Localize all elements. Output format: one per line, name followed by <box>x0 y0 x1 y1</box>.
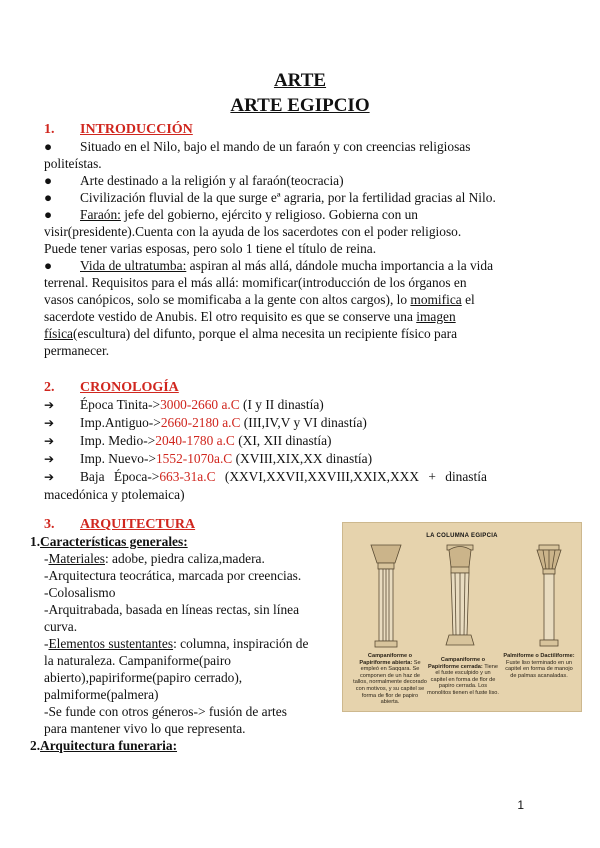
egyptian-columns-figure <box>342 522 582 712</box>
bullet-icon: ● <box>44 190 53 205</box>
bullet-icon: ● <box>44 139 53 154</box>
list-item: ➔ Época Tinita->3000-2660 a.C (I y II dinastía) <box>44 397 324 412</box>
architecture-text: 1.Características generales: -Materiales: adobe, piedra caliza,madera. -Arquitectura teocrática, marcada por creencias. -Colosalismo -Arquitrabada, basada en líneas rectas, sin línea curva. -Elementos sustentantes: columna, inspiración de la naturaleza. Campaniforme(pairo abierto),papiriforme(papiro cerrado), palmiforme(palmera) -Se funde con otros géneros-> fusión de artes para mantener vivo lo que representa. 2.Arquitectura funeraria: <box>30 534 309 753</box>
figure-title: LA COLUMNA EGIPCIA <box>426 533 498 539</box>
caption-papiriforme: Campaniforme o Papiriforme cerrada: Tiene el fuste esculpido y un capitel en forma de flor de papiro cerrada. Los monolitos tienen el fuste liso. <box>427 657 499 696</box>
page-number: 1 <box>517 798 524 812</box>
caption-palmiforme: Palmiforme o Dactiliforme: Fuste liso terminado en un capitel en forma de manojo de palmas acanaladas. <box>503 653 575 679</box>
page-title: ARTE <box>273 70 327 91</box>
bullet-icon: ● <box>44 258 53 273</box>
intro-bullets: ● Situado en el Nilo, bajo el mando de un faraón y con creencias religiosas politeístas. ● Arte destinado a la religión y al faraón(teocracia) ● Civilización fluvial de la que surge eª agraria, por la fertilidad gracias al Nilo. ● Faraón: jefe del gobierno, ejército y religioso. Gobierna con un visir(presidente).Cuenta con la ayuda de los sacerdotes con el poder religioso. Puede tener varias esposas, pero solo 1 tiene el título de reina. ● Vida de ultratumba: aspiran al más allá, dándole mucha importancia a la vida terrenal. Requisitos para el más allá: momificar(introducción de los órganos en vasos canópicos, solo se momificaba a la gente con altos cargos), lo momifica el sacerdote vestido de Anubis. El otro requisito es que se conserve una imagen física(escultura) del difunto, porque el alma necesita un recipiente físico para permanecer. <box>44 139 496 358</box>
section-heading-chronology: 2. CRONOLOGÍA <box>44 380 179 395</box>
list-item: ➔ Imp.Antiguo->2660-2180 a.C (III,IV,V y VI dinastía) <box>44 415 367 430</box>
page-subtitle: ARTE EGIPCIO <box>230 95 370 116</box>
list-item: ➔ Imp. Nuevo->1552-1070a.C (XVIII,XIX,XX dinastía) <box>44 451 373 466</box>
arrow-right-icon: ➔ <box>44 470 55 484</box>
section-heading-intro: 1. INTRODUCCIÓN <box>44 122 193 137</box>
list-item: ➔ Imp. Medio->2040-1780 a.C (XI, XII dinastía) <box>44 433 332 448</box>
caption-campaniforme: Campaniforme o Papiriforme abierta: Se empleó en Saqqara. Se componen de un haz de tallos, normalmente decorado con motivos, y su capitel se forma de flor de papiro abierta. <box>353 653 427 706</box>
subheading-funeraria: Arquitectura funeraria: <box>40 738 178 753</box>
arrow-right-icon: ➔ <box>44 398 55 412</box>
arrow-right-icon: ➔ <box>44 452 55 466</box>
section-heading-architecture: 3. ARQUITECTURA <box>44 517 196 532</box>
arrow-right-icon: ➔ <box>44 434 55 448</box>
chronology-list: ➔ Época Tinita->3000-2660 a.C (I y II dinastía) ➔ Imp.Antiguo->2660-2180 a.C (III,IV,V y VI dinastía) ➔ Imp. Medio->2040-1780 a.C (XI, XII dinastía) ➔ Imp. Nuevo->1552-1070a.C (XVIII,XIX,XX dinastía) ➔ Baja Época->663-31a.C (XXVI,XXVII,XXVIII,XXIX,XXX + dinastía macedónica y ptolemaica) <box>44 396 499 503</box>
arrow-right-icon: ➔ <box>44 416 55 430</box>
bullet-icon: ● <box>44 207 53 222</box>
list-item: ➔ Baja Época->663-31a.C (XXVI,XXVII,XXVIII,XXIX,XXX + dinastía <box>44 469 487 484</box>
bullet-icon: ● <box>44 173 53 188</box>
subheading-general: Características generales: <box>40 534 188 549</box>
